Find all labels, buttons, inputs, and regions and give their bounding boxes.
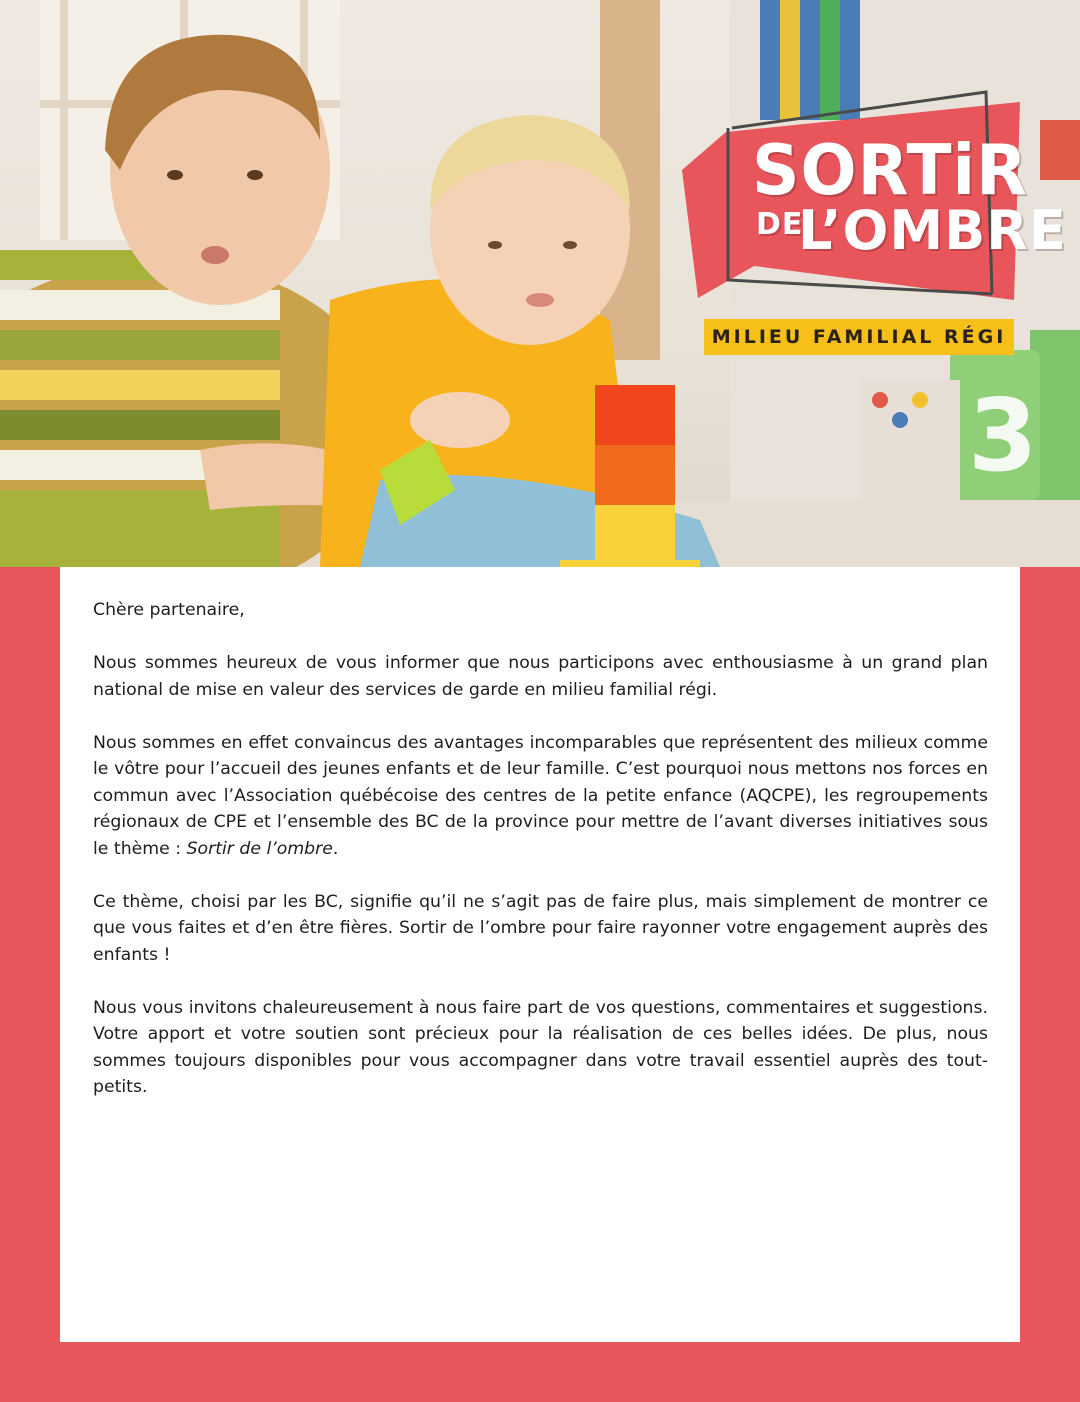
- letter-paragraph-3: Ce thème, choisi par les BC, signifie qu’il ne s’agit pas de faire plus, mais simplement de montrer ce que vous faites et d’en être fières. Sortir de l’ombre pour faire rayonner votre engagement auprès des enfants !: [93, 891, 988, 965]
- logo-ribbon: [704, 319, 1014, 355]
- theme-name: Sortir de l’ombre: [186, 838, 333, 859]
- hero-photo: [0, 0, 1080, 567]
- paragraph-2-text: Nous sommes en effet convaincus des avantages incomparables que représentent des milieux comme le vôtre pour l’accueil des jeunes enfants et de leur famille. C’est pourquoi nous mettons nos forces en commun avec l’Association québécoise des centres de la petite enfance (AQCPE), les regroupements régionaux de CPE et l’ensemble des BC de la province pour mettre de l’avant diverses initiatives sous le thème :: [93, 732, 988, 859]
- sortir-de-lombre-logo: [676, 88, 1067, 358]
- logo-line1: SORTiR: [752, 129, 1028, 211]
- letter-paragraph-1: Nous sommes heureux de vous informer que nous participons avec enthousiasme à un grand plan national de mise en valeur des services de garde en milieu familial régi.: [93, 653, 988, 700]
- letter-paragraph-4: Nous vous invitons chaleureusement à nous faire part de vos questions, commentaires et suggestions. Votre apport et votre soutien sont précieux pour la réalisation de ces belles idées. De plus, nous sommes toujours disponibles pour vous accompagner dans votre travail essentiel auprès des tout-petits.: [93, 997, 988, 1097]
- letter-greeting: Chère partenaire,: [93, 600, 245, 620]
- logo-line2-small: DE: [756, 207, 804, 242]
- letter-body: [93, 597, 988, 1127]
- cube-number: 3: [968, 377, 1038, 494]
- letter-sheet: [60, 567, 1020, 1342]
- ribbon-text: MILIEU FAMILIAL RÉGI: [711, 326, 1007, 348]
- logo-line2-big: L’OMBRE: [798, 199, 1067, 262]
- letter-paragraph-2: [93, 730, 988, 863]
- paragraph-2-end: .: [332, 838, 339, 859]
